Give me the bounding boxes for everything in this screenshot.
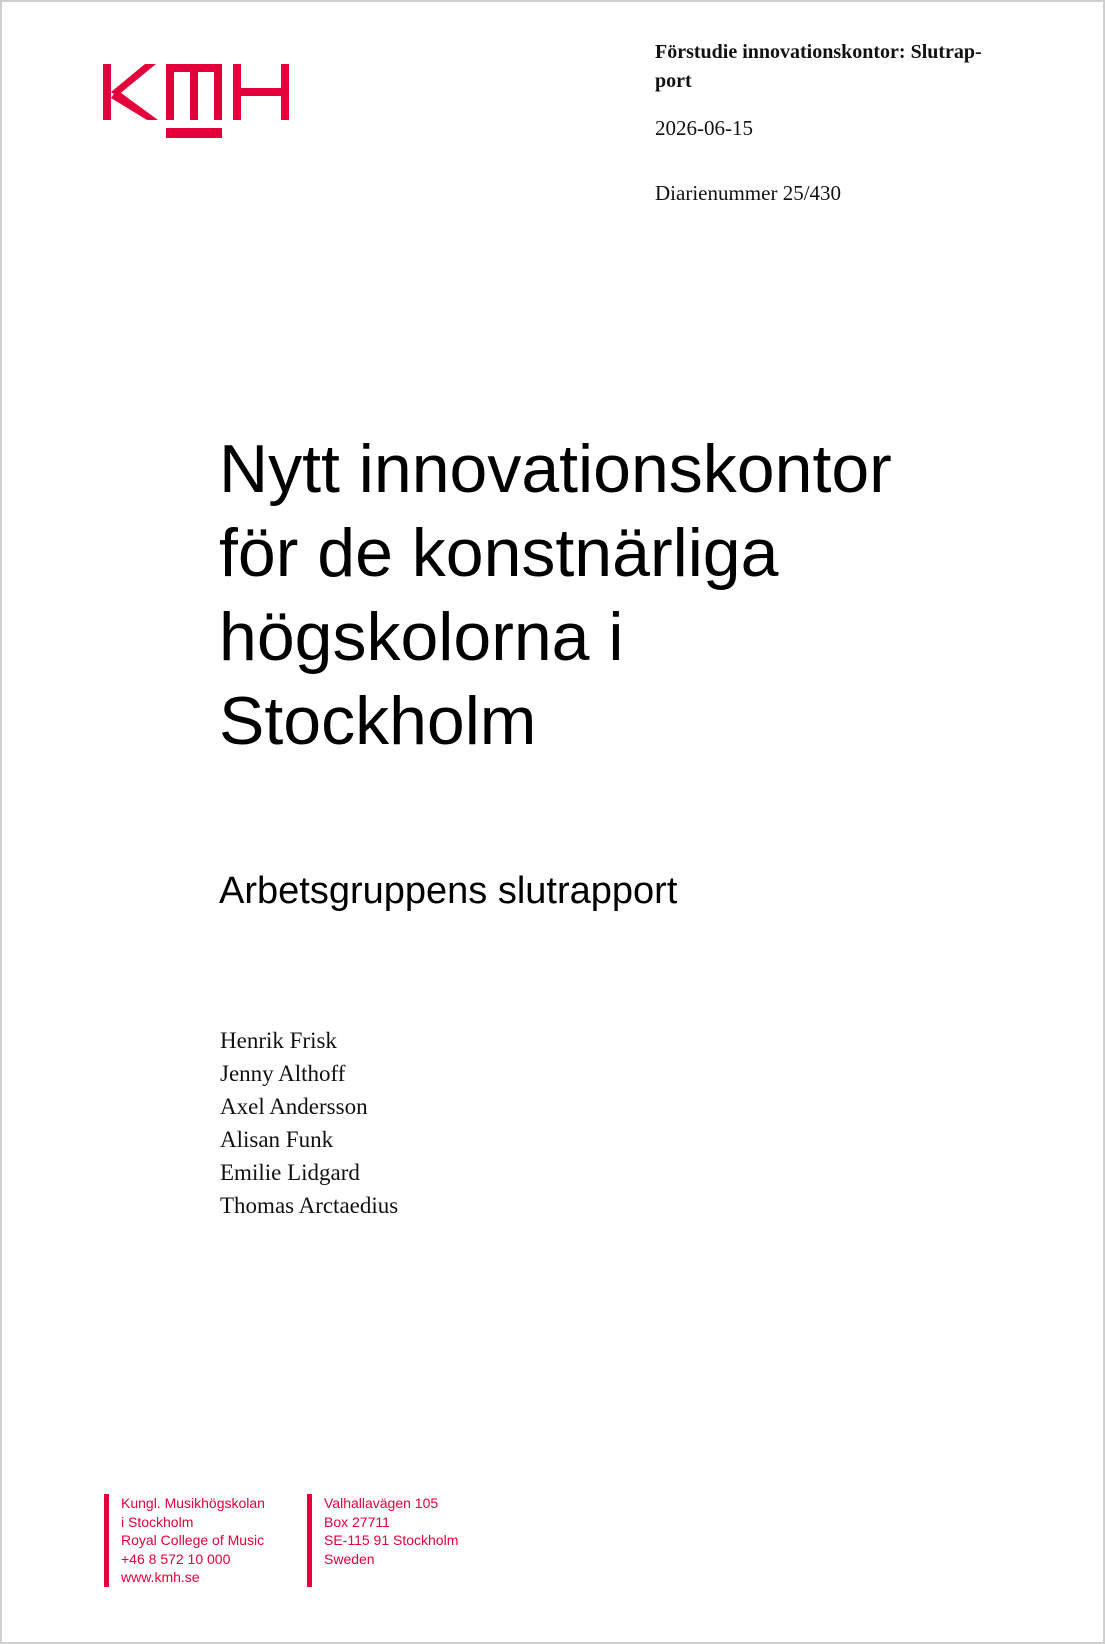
footer-line: SE-115 91 Stockholm xyxy=(324,1532,459,1548)
author-list xyxy=(220,1024,398,1222)
footer-line: Kungl. Musikhögskolan xyxy=(121,1495,265,1511)
author-name: Alisan Funk xyxy=(220,1127,334,1152)
author-name: Thomas Arctaedius xyxy=(220,1193,399,1218)
footer-address xyxy=(307,1494,458,1587)
author-name: Emilie Lidgard xyxy=(220,1160,360,1185)
main-title-line: för de konstnärliga xyxy=(219,515,779,591)
document-date: 2026-06-15 xyxy=(655,116,753,140)
author-name: Jenny Althoff xyxy=(220,1061,346,1086)
document-meta xyxy=(655,38,1055,205)
footer-contact xyxy=(104,1494,265,1587)
footer-website[interactable]: www.kmh.se xyxy=(121,1569,200,1585)
main-title-line: Nytt innovationskontor xyxy=(219,431,892,507)
footer-line: Sweden xyxy=(324,1550,375,1567)
header-title-line: port xyxy=(655,70,692,92)
main-title-line: Stockholm xyxy=(219,683,537,759)
header-title xyxy=(655,38,1035,96)
footer-line: +46 8 572 10 000 xyxy=(121,1550,231,1567)
footer-line: Valhallavägen 105 xyxy=(324,1495,439,1511)
footer-line: Royal College of Music xyxy=(121,1532,265,1548)
kmh-logo xyxy=(103,64,289,138)
author-name: Axel Andersson xyxy=(220,1094,368,1119)
main-title-line: högskolorna i xyxy=(219,599,624,675)
diary-number: Diarienummer 25/430 xyxy=(655,181,842,205)
header-title-line: Förstudie innovationskontor: Slutrap- xyxy=(655,41,982,63)
subtitle: Arbetsgruppens slutrapport xyxy=(219,870,678,912)
author-name: Henrik Frisk xyxy=(220,1028,337,1053)
footer-line: Box 27711 xyxy=(324,1513,390,1530)
main-title xyxy=(219,427,979,763)
footer-line: i Stockholm xyxy=(121,1513,194,1530)
